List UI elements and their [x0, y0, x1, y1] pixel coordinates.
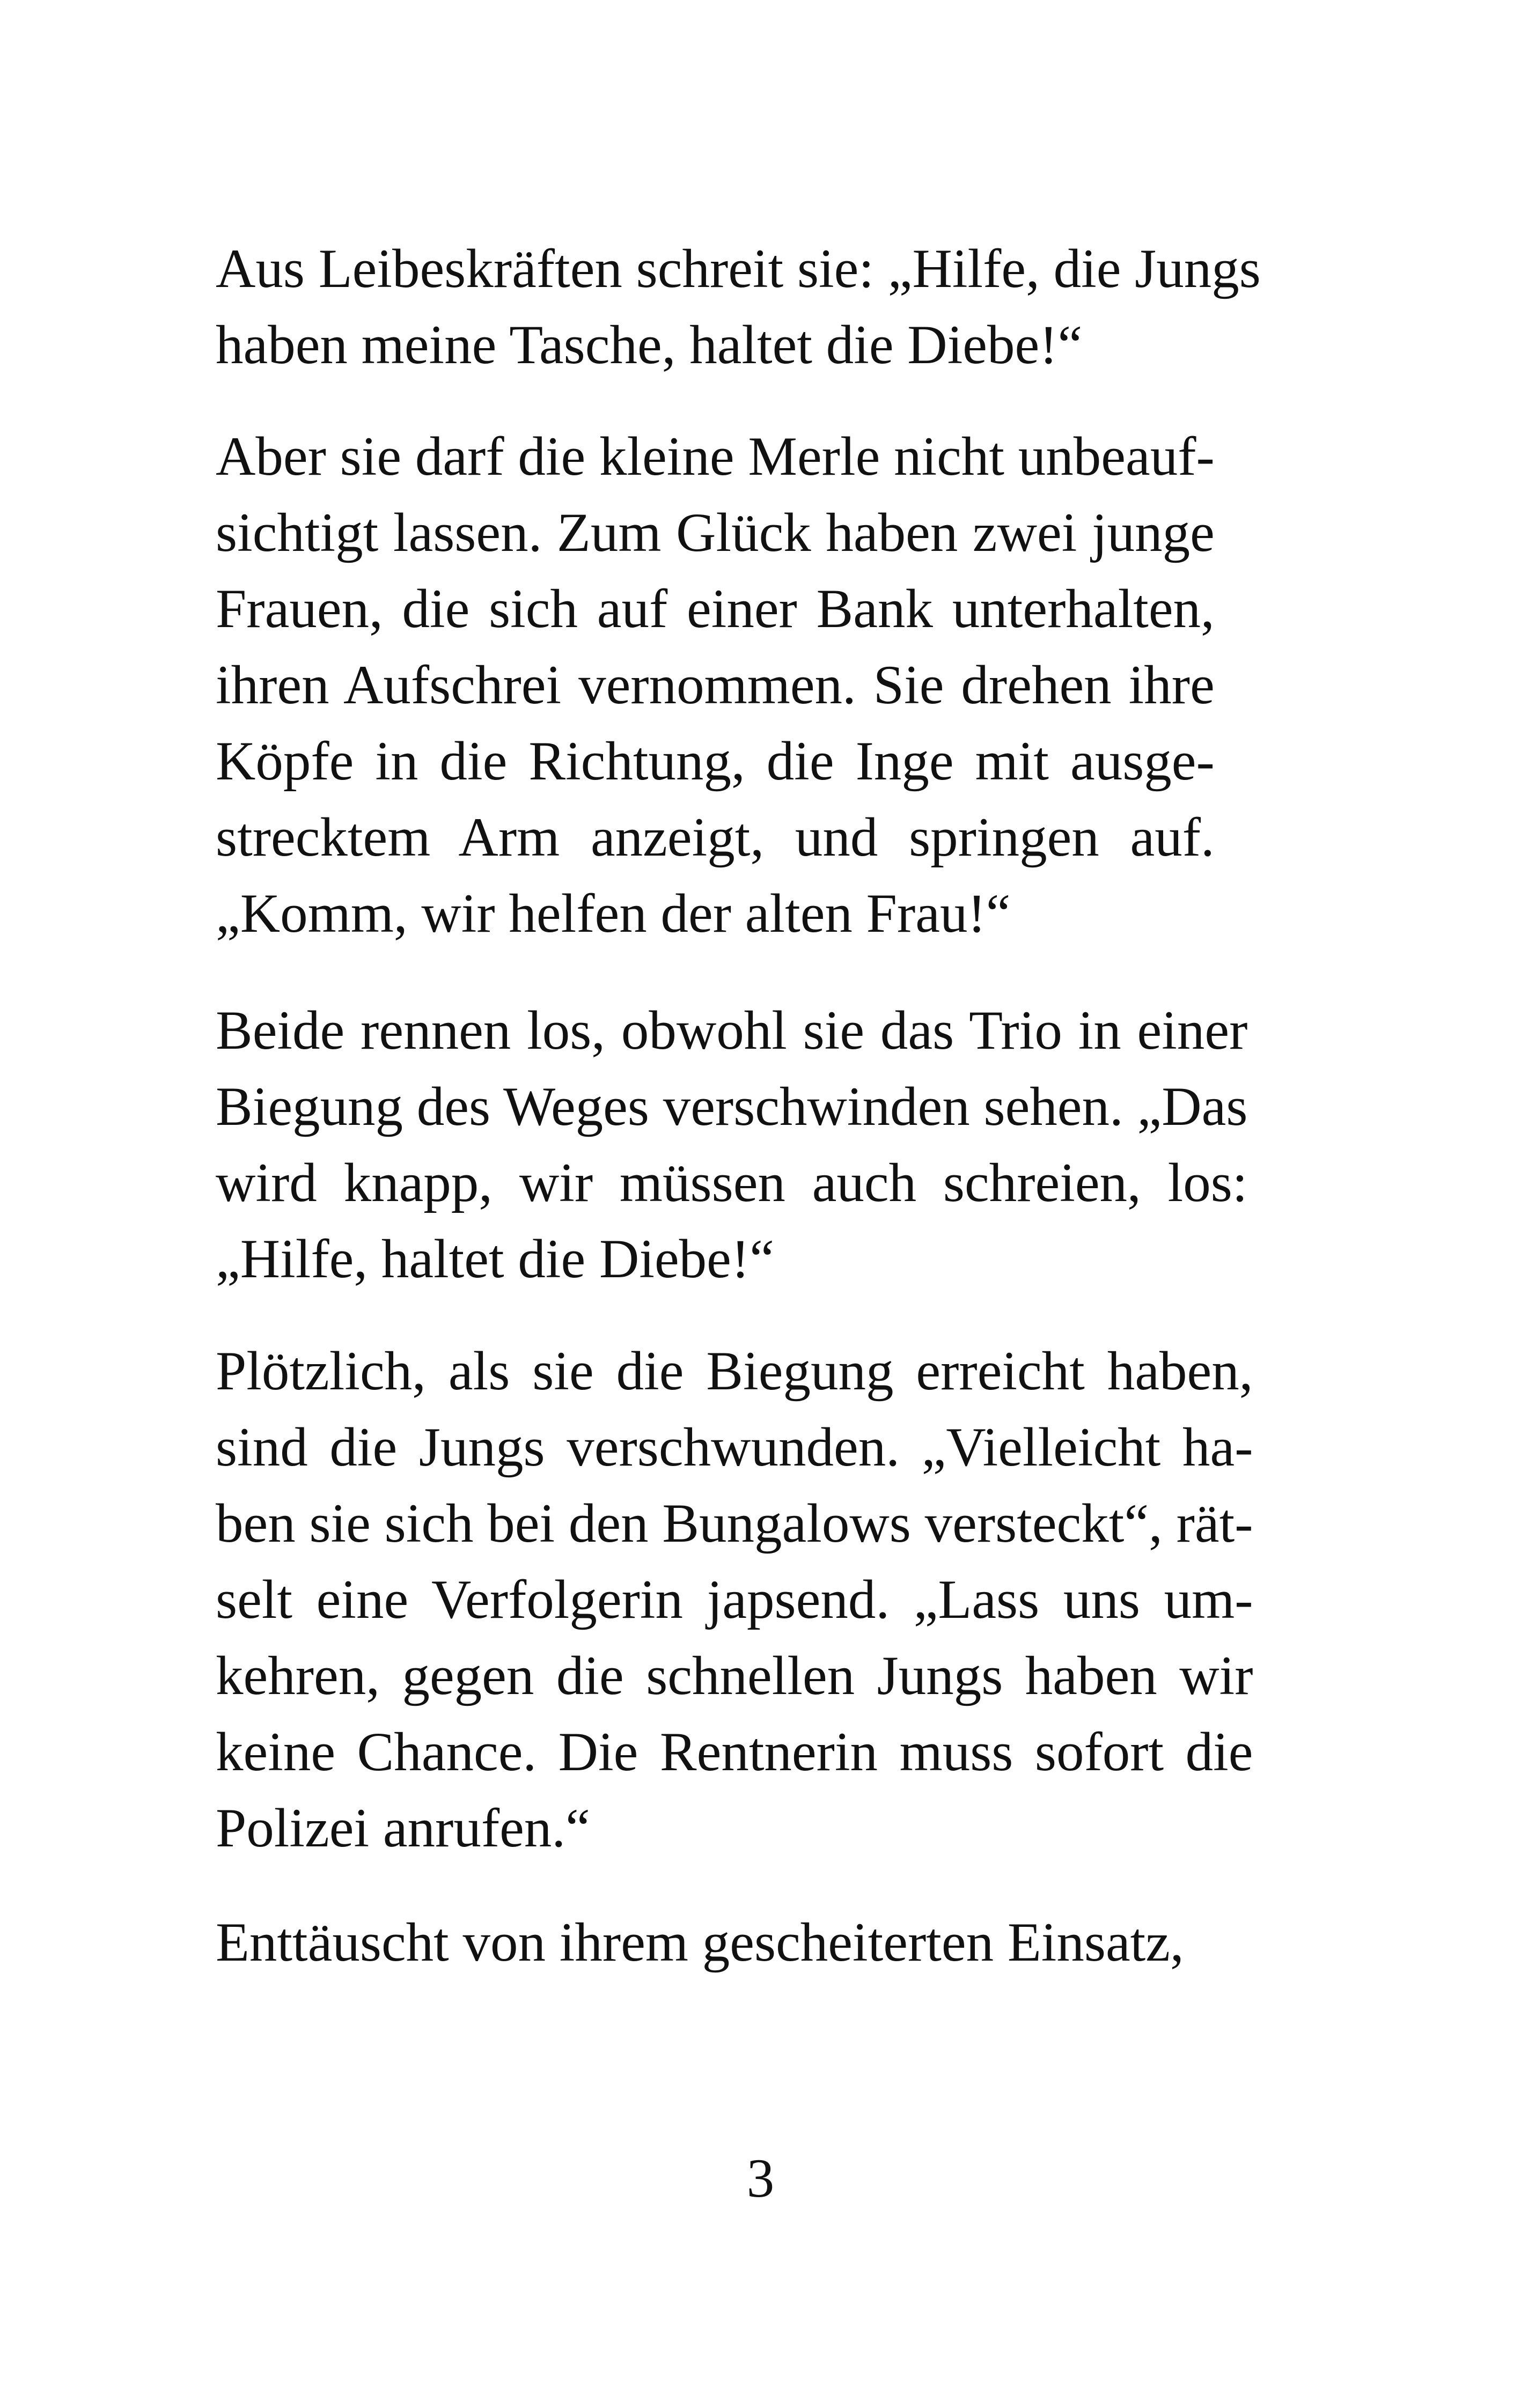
text-line: strecktem Arm anzeigt, und springen auf.: [216, 807, 1215, 868]
text-line: selt eine Verfolgerin japsend. „Lass uns um-: [216, 1569, 1253, 1630]
paragraph-2: [216, 418, 1215, 952]
text-line: „Hilfe, haltet die Diebe!“: [216, 1228, 774, 1290]
paragraph-5: [216, 1904, 1184, 1980]
text-line: ihren Aufschrei vernommen. Sie drehen ihre: [216, 654, 1215, 716]
text-line: kehren, gegen die schnellen Jungs haben wir: [216, 1645, 1253, 1706]
text-line: Aber sie darf die kleine Merle nicht unbeauf-: [216, 426, 1215, 487]
paragraph-3: [216, 992, 1247, 1297]
text-line: Polizei anrufen.“: [216, 1798, 590, 1859]
text-line: Aus Leibeskräften schreit sie: „Hilfe, die Jungs: [216, 238, 1261, 299]
text-line: sind die Jungs verschwunden. „Vielleicht ha-: [216, 1417, 1253, 1478]
text-line: wird knapp, wir müssen auch schreien, los:: [216, 1152, 1248, 1213]
text-line: „Komm, wir helfen der alten Frau!“: [216, 883, 1011, 944]
paragraph-1: [216, 231, 1261, 383]
text-line: sichtigt lassen. Zum Glück haben zwei junge: [216, 502, 1215, 563]
page-number: 3: [746, 2148, 775, 2209]
text-line: Plötzlich, als sie die Biegung erreicht haben,: [216, 1341, 1253, 1402]
text-line: keine Chance. Die Rentnerin muss sofort die: [216, 1721, 1253, 1783]
text-line: haben meine Tasche, haltet die Diebe!“: [216, 314, 1083, 375]
text-line: Beide rennen los, obwohl sie das Trio in einer: [216, 1000, 1248, 1061]
text-line: Enttäuscht von ihrem gescheiterten Einsatz,: [216, 1912, 1184, 1973]
text-line: ben sie sich bei den Bungalows versteckt“, rät-: [216, 1493, 1253, 1554]
text-line: Köpfe in die Richtung, die Inge mit ausge-: [216, 731, 1215, 792]
paragraph-4: [216, 1333, 1253, 1866]
text-line: Frauen, die sich auf einer Bank unterhalten,: [216, 578, 1215, 639]
text-line: Biegung des Weges verschwinden sehen. „Das: [216, 1076, 1248, 1137]
